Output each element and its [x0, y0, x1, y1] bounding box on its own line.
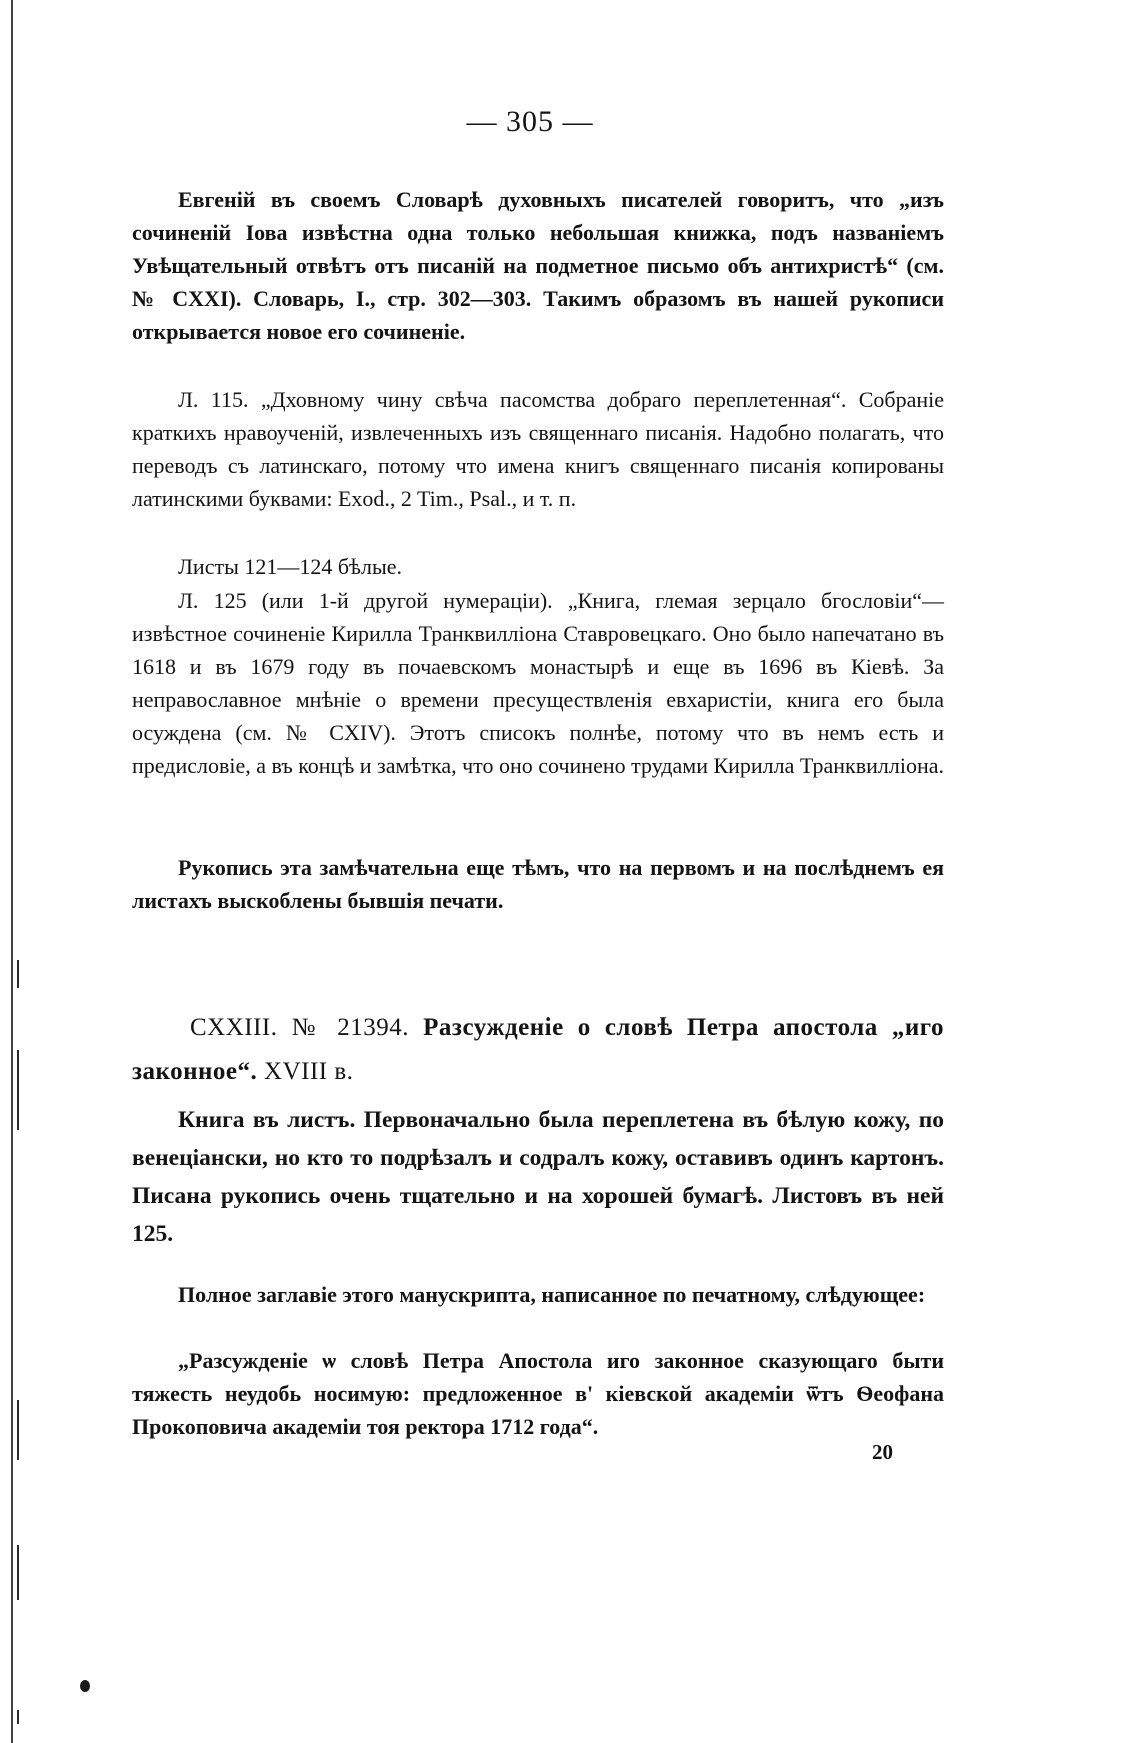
section-title: Разсужденіе о словѣ Петра апостола „иго законное“. — [132, 1014, 944, 1085]
signature-mark: 20 — [872, 1440, 893, 1464]
section-heading — [132, 1006, 944, 1094]
paragraph-binding: Книга въ листъ. Первоначально была переплетена въ бѣлую кожу, по венеціански, но кто то подрѣзалъ и содралъ кожу, оставивъ одинъ картонъ. Писана рукопись очень тщательно и на хорошей бумагѣ. Листовъ въ ней 125. — [132, 1107, 944, 1247]
paragraph-leaf-115: Л. 115. „Дховному чину свѣча пасомства добраго переплетенная“. Собраніе краткихъ нравоученій, извлеченныхъ изъ священнаго писанія. Надобно полагать, что переводъ съ латинскаго, потому что имена книгъ священнаго писанія копированы латинскими буквами: Exod., 2 Tim., Psal., и т. п. — [132, 387, 944, 511]
paragraph-leaf-125: Л. 125 (или 1-й другой нумераціи). „Книга, глемая зерцало бгословіи“—извѣстное сочиненіе Кирилла Транквилліона Ставровецкаго. Оно было напечатано въ 1618 и въ 1679 году въ почаевскомъ монастырѣ и еще въ 1696 въ Кіевѣ. За неправославное мнѣніе о времени пресуществленія евхаристіи, книга его была осуждена (см. № CXIV). Этотъ списокъ полнѣе, потому что въ немъ есть и предисловіе, а въ концѣ и замѣтка, что оно сочинено трудами Кирилла Транквилліона. — [132, 588, 945, 778]
paragraph-evgeniy: Евгеній въ своемъ Словарѣ духовныхъ писателей говоритъ, что „изъ сочиненій Іова извѣстна одна только небольшая книжка, подъ названіемъ Увѣщательный отвѣтъ отъ писаній на подметное письмо объ антихристѣ“ (см. № CXXI). Словарь, I., стр. 302—303. Такимъ образомъ въ нашей рукописи открывается новое его сочиненіе. — [132, 187, 944, 344]
ink-blot — [80, 1680, 90, 1692]
paragraph-full-title-intro: Полное заглавіе этого манускрипта, написанное по печатному, слѣдующее: — [178, 1282, 926, 1307]
page-number: — 305 — — [466, 105, 594, 138]
paragraph-blank-leaves: Листы 121—124 бѣлые. — [178, 554, 403, 579]
section-prefix: CXXIII. № 21394. — [190, 1014, 410, 1041]
paragraph-full-title: „Разсужденіе ѡ словѣ Петра Апостола иго законное сказующаго быти тяжесть неудобь носимую: предложенное в' кіевской академіи ѿтъ Ѳеофана Прокоповича академіи тоя ректора 1712 года“. — [132, 1348, 944, 1439]
section-century: XVIII в. — [264, 1058, 354, 1085]
paragraph-seals: Рукопись эта замѣчательна еще тѣмъ, что на первомъ и на послѣднемъ ея листахъ выскоблены бывшія печати. — [132, 855, 944, 913]
